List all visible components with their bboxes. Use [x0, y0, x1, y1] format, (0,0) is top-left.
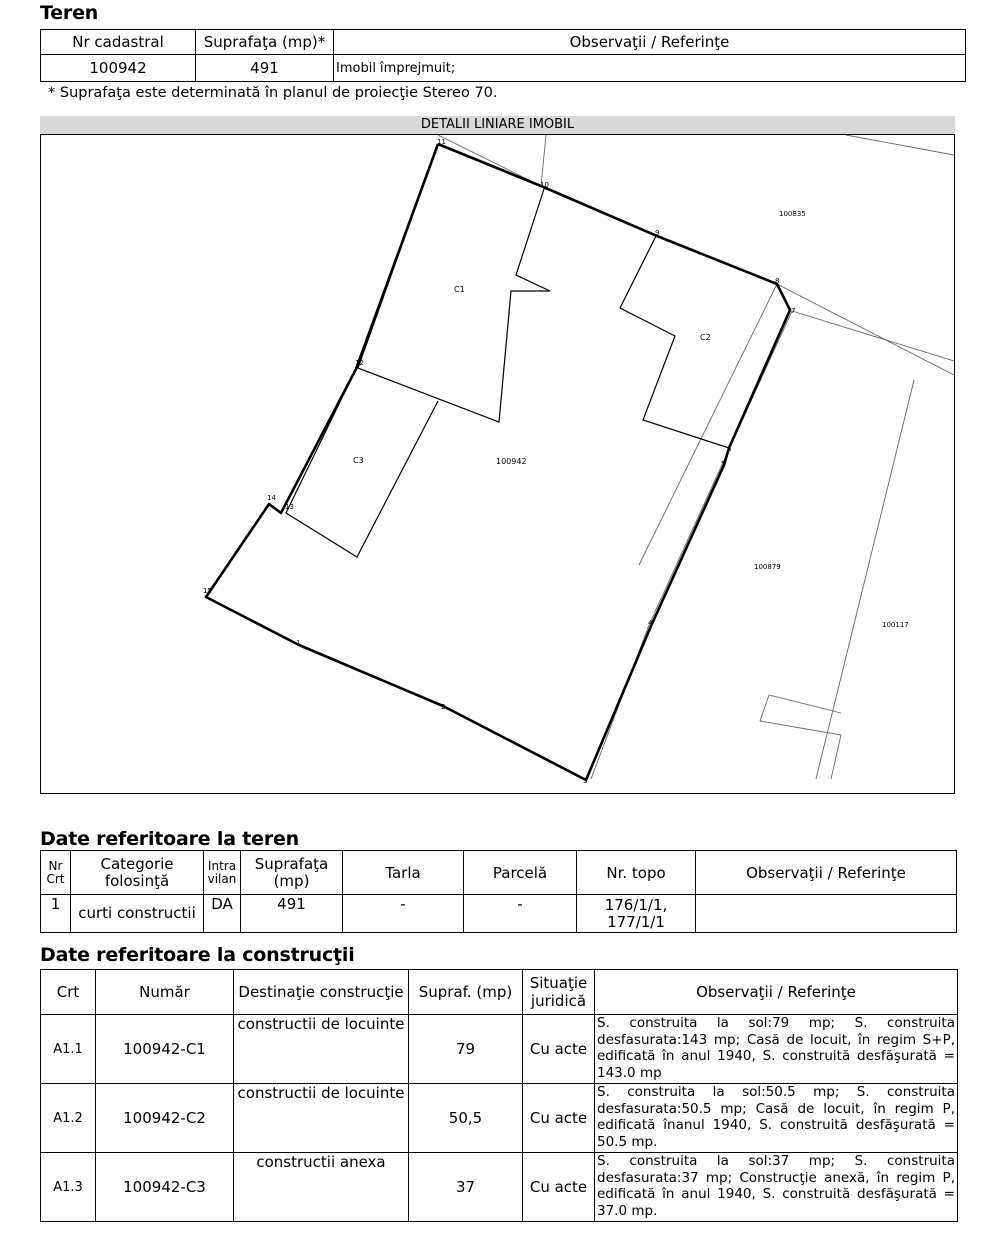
- cell-supraf: 79: [409, 1015, 523, 1084]
- header-supraf: Supraf. (mp): [409, 970, 523, 1015]
- cell-destinatie: constructii anexa: [234, 1153, 409, 1222]
- date-constructii-title: Date referitoare la construcţii: [40, 944, 355, 966]
- label-c1: C1: [454, 285, 465, 294]
- cell-suprafata: 491: [196, 55, 334, 82]
- header-intravilan: Intra vilan: [204, 851, 241, 895]
- header-nr-topo: Nr. topo: [577, 851, 696, 895]
- header-parcela: Parcelă: [464, 851, 577, 895]
- point-label-5: 5: [721, 460, 726, 468]
- point-label-4: 4: [648, 619, 653, 627]
- cell-nr-cadastral: 100942: [41, 55, 196, 82]
- cell-categorie: curti constructii: [71, 895, 204, 933]
- label-parcel-100942: 100942: [496, 457, 527, 466]
- table-row: [41, 1153, 958, 1222]
- cell-numar: 100942-C3: [96, 1153, 234, 1222]
- header-suprafata-teren: Suprafaţa (mp): [241, 851, 343, 895]
- cell-observatii-teren: [696, 895, 957, 933]
- point-label-13: 13: [285, 503, 294, 511]
- cell-intravilan: DA: [204, 895, 241, 933]
- label-parcel-100117: 100117: [882, 621, 909, 629]
- cell-situatie: Cu acte: [523, 1153, 595, 1222]
- point-label-10: 10: [540, 181, 549, 189]
- label-parcel-100879: 100879: [754, 563, 781, 571]
- cell-numar: 100942-C1: [96, 1015, 234, 1084]
- cell-nr-crt: 1: [41, 895, 71, 933]
- header-categorie: Categorie folosinţă: [71, 851, 204, 895]
- label-c2: C2: [700, 333, 711, 342]
- building-c2-outline: [620, 236, 790, 448]
- cell-observatii-constr: S. construita la sol:50.5 mp; S. construita desfasurata:50.5 mp; Casă de locuit, în regim P, edificată înanul 1940, S. construită desfăşurată = 50.5 mp.: [595, 1084, 958, 1153]
- teren-title: Teren: [40, 2, 99, 24]
- point-label-2: 2: [441, 703, 446, 711]
- cell-supraf: 50,5: [409, 1084, 523, 1153]
- cell-supraf: 37: [409, 1153, 523, 1222]
- table-row: [41, 1015, 958, 1084]
- header-crt: Crt: [41, 970, 96, 1015]
- cell-situatie: Cu acte: [523, 1084, 595, 1153]
- header-observatii-teren: Observaţii / Referinţe: [696, 851, 957, 895]
- cell-destinatie: constructii de locuinte: [234, 1015, 409, 1084]
- date-constructii-table: [40, 969, 958, 1222]
- cell-suprafata-teren: 491: [241, 895, 343, 933]
- teren-table: [40, 29, 966, 82]
- label-parcel-100835: 100835: [779, 210, 806, 218]
- teren-footnote: * Suprafaţa este determinată în planul de proiecţie Stereo 70.: [48, 85, 498, 101]
- date-teren-title: Date referitoare la teren: [40, 828, 299, 850]
- point-label-14: 14: [267, 494, 276, 502]
- cell-parcela: -: [464, 895, 577, 933]
- parcel-map: [40, 134, 955, 794]
- parcel-map-svg: [41, 135, 954, 793]
- header-destinatie: Destinaţie construcţie: [234, 970, 409, 1015]
- cell-situatie: Cu acte: [523, 1015, 595, 1084]
- point-label-1: 1: [296, 639, 301, 647]
- point-label-15: 15: [203, 587, 212, 595]
- point-label-3: 3: [583, 777, 588, 785]
- cell-numar: 100942-C2: [96, 1084, 234, 1153]
- header-suprafata: Suprafaţa (mp)*: [196, 30, 334, 55]
- header-observatii: Observaţii / Referinţe: [334, 30, 966, 55]
- header-numar: Număr: [96, 970, 234, 1015]
- cell-observatii-constr: S. construita la sol:37 mp; S. construita desfasurata:37 mp; Construcţie anexă, în regim P, edificată în anul 1940, S. construită desfăşurată = 37.0 mp.: [595, 1153, 958, 1222]
- date-teren-table: [40, 850, 957, 933]
- point-label-8: 8: [775, 277, 780, 285]
- header-nr-cadastral: Nr cadastral: [41, 30, 196, 55]
- header-situatie: Situaţie juridică: [523, 970, 595, 1015]
- point-label-9: 9: [655, 229, 660, 237]
- cell-crt: A1.3: [41, 1153, 96, 1222]
- table-row: [41, 1084, 958, 1153]
- cell-crt: A1.1: [41, 1015, 96, 1084]
- point-label-6: 6: [727, 445, 732, 453]
- cell-destinatie: constructii de locuinte: [234, 1084, 409, 1153]
- cell-observatii-constr: S. construita la sol:79 mp; S. construita desfasurata:143 mp; Casă de locuit, în regim S+P, edificată în anul 1940, S. construită desfăşurată = 143.0 mp: [595, 1015, 958, 1084]
- point-label-11: 11: [437, 138, 446, 146]
- label-c3: C3: [353, 456, 364, 465]
- cell-tarla: -: [343, 895, 464, 933]
- point-label-7: 7: [791, 307, 796, 315]
- cell-nr-topo: 176/1/1, 177/1/1: [577, 895, 696, 933]
- point-label-12: 12: [355, 359, 364, 367]
- header-tarla: Tarla: [343, 851, 464, 895]
- header-nr-crt: Nr Crt: [41, 851, 71, 895]
- cell-observatii: Imobil împrejmuit;: [334, 55, 966, 82]
- header-observatii-constr: Observaţii / Referinţe: [595, 970, 958, 1015]
- map-header: DETALII LINIARE IMOBIL: [40, 116, 955, 134]
- cell-crt: A1.2: [41, 1084, 96, 1153]
